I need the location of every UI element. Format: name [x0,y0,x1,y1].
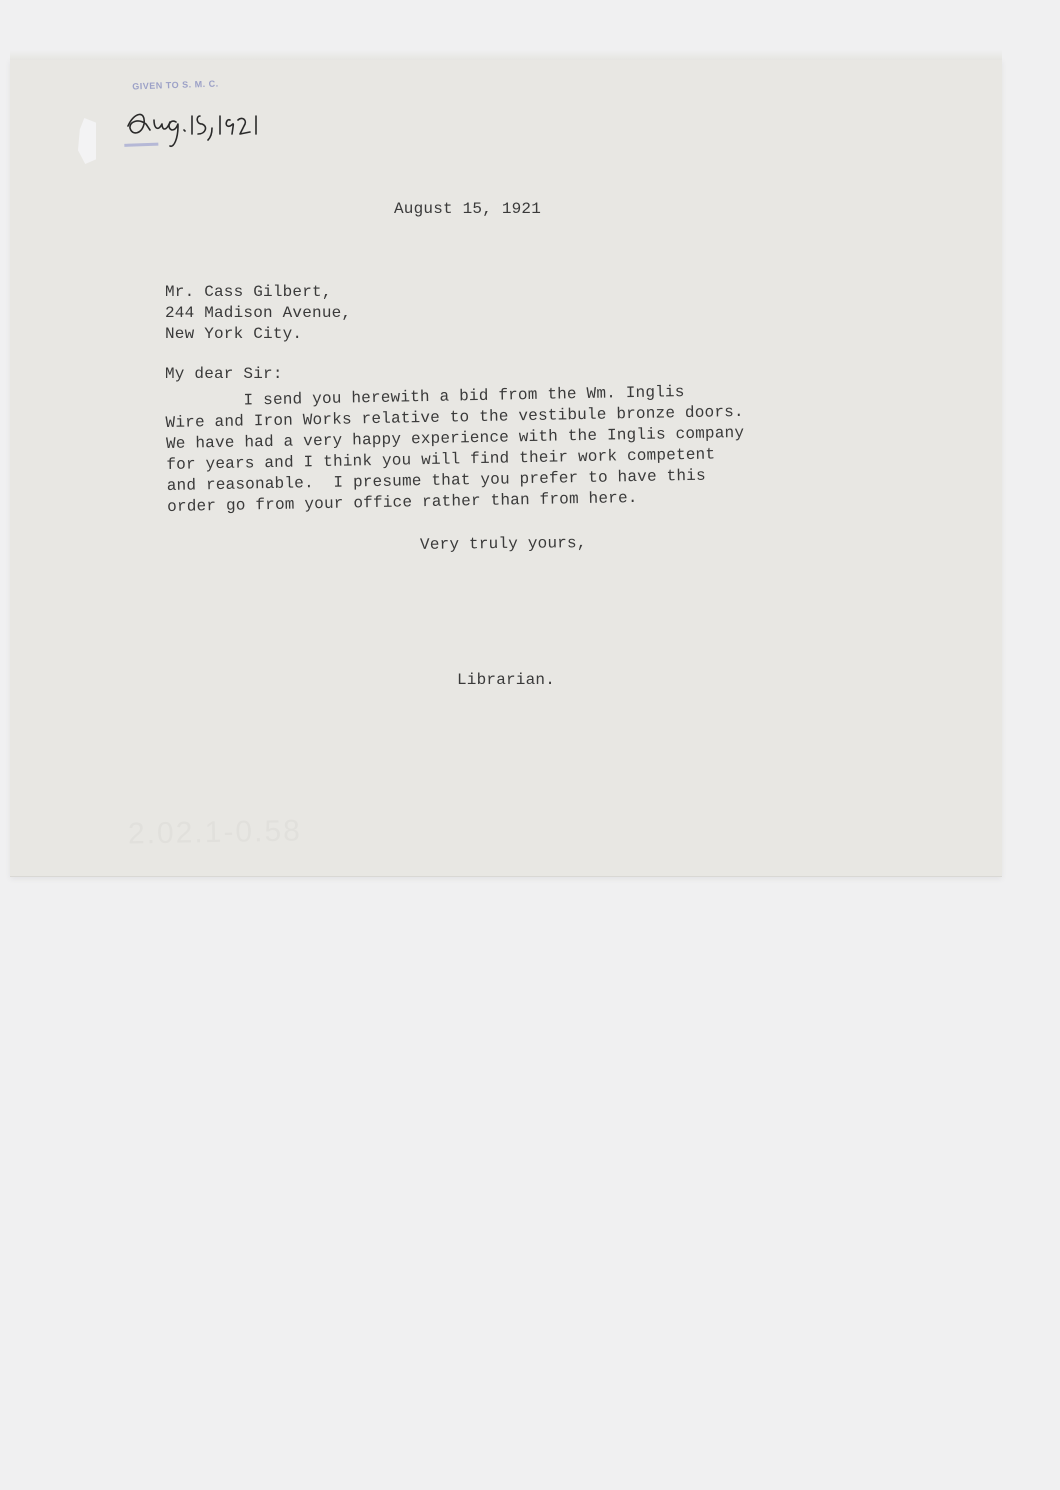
body-line: I send you herewith a bid from the Wm. Inglis [165,383,685,411]
handwritten-date [120,94,310,154]
body-line: and reasonable. I presume that you prefer to have this [166,466,706,495]
body-line: Wire and Iron Works relative to the vestibule bronze doors. [165,402,744,432]
closing: Very truly yours, [419,534,587,554]
recipient-city: New York City. [165,325,303,343]
recipient-street: 244 Madison Avenue, [165,304,352,322]
punch-notch [78,118,96,164]
body-line: order go from your office rather than from here. [167,488,638,516]
body-line: We have had a very happy experience with the Inglis company [165,423,745,453]
stamp-text: GIVEN TO S. M. C. [132,78,219,92]
recipient-address [165,282,351,345]
salutation: My dear Sir: [165,365,283,383]
body-line: for years and I think you will find their work competent [166,445,716,474]
sheet-top-edge [10,50,1002,60]
letter-date: August 15, 1921 [394,200,542,218]
recipient-name: Mr. Cass Gilbert, [165,283,332,301]
letter-body [165,381,746,518]
signature-title: Librarian. [457,671,556,689]
faded-reference-number: 2.02.1-0.58 [127,814,303,851]
